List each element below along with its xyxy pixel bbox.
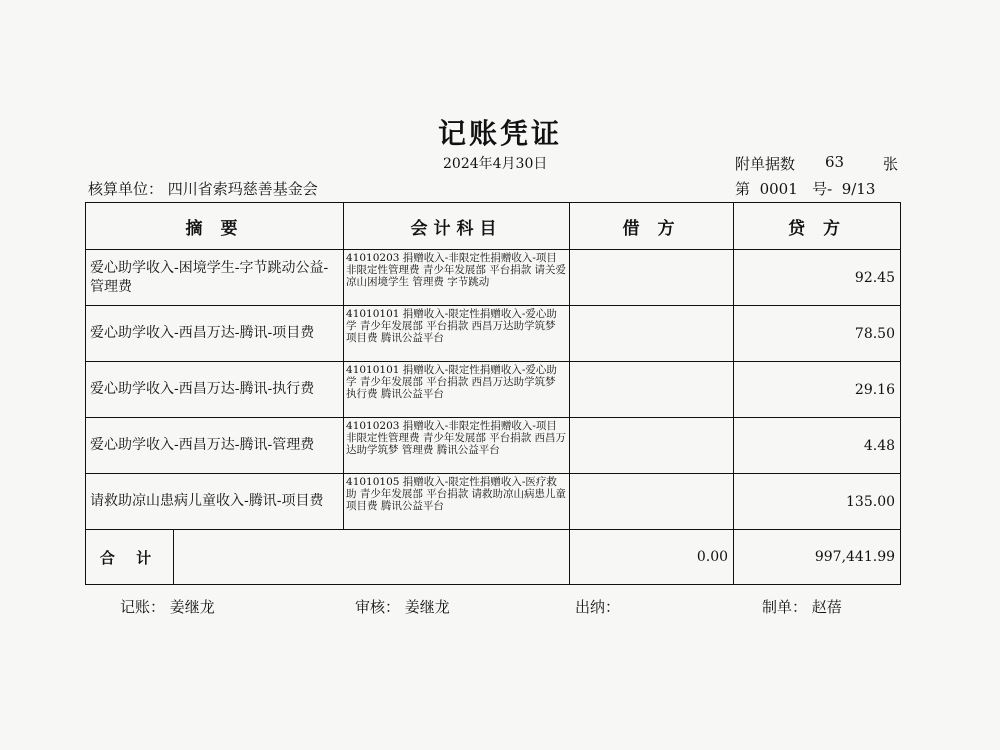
row-debit [570, 362, 734, 418]
voucher-title: 记账凭证 [437, 117, 562, 150]
voucher-date: 2024年4月30日 [443, 156, 548, 172]
voucher-table [85, 202, 901, 585]
total-label: 合 计 [86, 530, 174, 585]
header-summary: 摘 要 [86, 203, 344, 250]
voucher-number [735, 178, 875, 199]
table-row [86, 362, 901, 418]
row-summary: 爱心助学收入-西昌万达-腾讯-执行费 [86, 362, 344, 418]
row-summary: 爱心助学收入-西昌万达-腾讯-管理费 [86, 418, 344, 474]
account-text: 41010101 捐赠收入-限定性捐赠收入-爱心助学 青少年发展部 平台捐款 西昌万达助学筑梦 执行费 腾讯公益平台 [346, 364, 557, 400]
row-credit: 92.45 [734, 250, 901, 306]
table-row [86, 474, 901, 530]
signature-cashier: 出纳： [575, 598, 621, 616]
voucher-page: 9/13 [841, 180, 876, 198]
table-header [86, 203, 901, 250]
table-row [86, 418, 901, 474]
row-debit [570, 474, 734, 530]
row-debit [570, 418, 734, 474]
total-row [86, 530, 901, 585]
total-credit: 997,441.99 [734, 530, 901, 585]
accounting-unit: 核算单位： 四川省索玛慈善基金会 [88, 180, 318, 198]
table-row [86, 306, 901, 362]
signature-reviewer: 审核： 姜继龙 [355, 598, 450, 616]
attachment-label: 附单据数 [735, 155, 796, 173]
row-account [344, 474, 570, 530]
row-credit: 78.50 [734, 306, 901, 362]
row-summary: 爱心助学收入-西昌万达-腾讯-项目费 [86, 306, 344, 362]
account-text: 41010203 捐赠收入-非限定性捐赠收入-项目非限定性管理费 青少年发展部 平台捐款 请关爱凉山困境学生 管理费 字节跳动 [346, 252, 567, 288]
header-credit: 贷 方 [734, 203, 901, 250]
total-blank [174, 530, 570, 585]
row-debit [570, 306, 734, 362]
row-account [344, 306, 570, 362]
row-account [344, 362, 570, 418]
account-text: 41010203 捐赠收入-非限定性捐赠收入-项目非限定性管理费 青少年发展部 平台捐款 西昌万达助学筑梦 管理费 腾讯公益平台 [346, 420, 567, 456]
account-text: 41010101 捐赠收入-限定性捐赠收入-爱心助学 青少年发展部 平台捐款 西昌万达助学筑梦 项目费 腾讯公益平台 [346, 308, 557, 344]
header-account: 会计科目 [344, 203, 570, 250]
row-debit [570, 250, 734, 306]
signature-bookkeeper: 记账： 姜继龙 [120, 598, 215, 616]
row-credit: 4.48 [734, 418, 901, 474]
voucher-prefix: 第 [735, 180, 751, 198]
row-credit: 135.00 [734, 474, 901, 530]
attachment-unit: 张 [883, 155, 899, 173]
attachment-info [735, 153, 899, 174]
voucher-suffix: 号- [812, 180, 833, 198]
total-debit: 0.00 [570, 530, 734, 585]
voucher-no: 0001 [759, 180, 798, 198]
table-row [86, 250, 901, 306]
row-account [344, 418, 570, 474]
attachment-count: 63 [825, 153, 845, 171]
row-summary: 请救助凉山患病儿童收入-腾讯-项目费 [86, 474, 344, 530]
row-summary: 爱心助学收入-困境学生-字节跳动公益-管理费 [86, 250, 344, 306]
account-text: 41010105 捐赠收入-限定性捐赠收入-医疗救助 青少年发展部 平台捐款 请救助凉山病患儿童 项目费 腾讯公益平台 [346, 476, 567, 512]
header-debit: 借 方 [570, 203, 734, 250]
signature-preparer: 制单： 赵蓓 [762, 598, 842, 616]
row-credit: 29.16 [734, 362, 901, 418]
row-account [344, 250, 570, 306]
